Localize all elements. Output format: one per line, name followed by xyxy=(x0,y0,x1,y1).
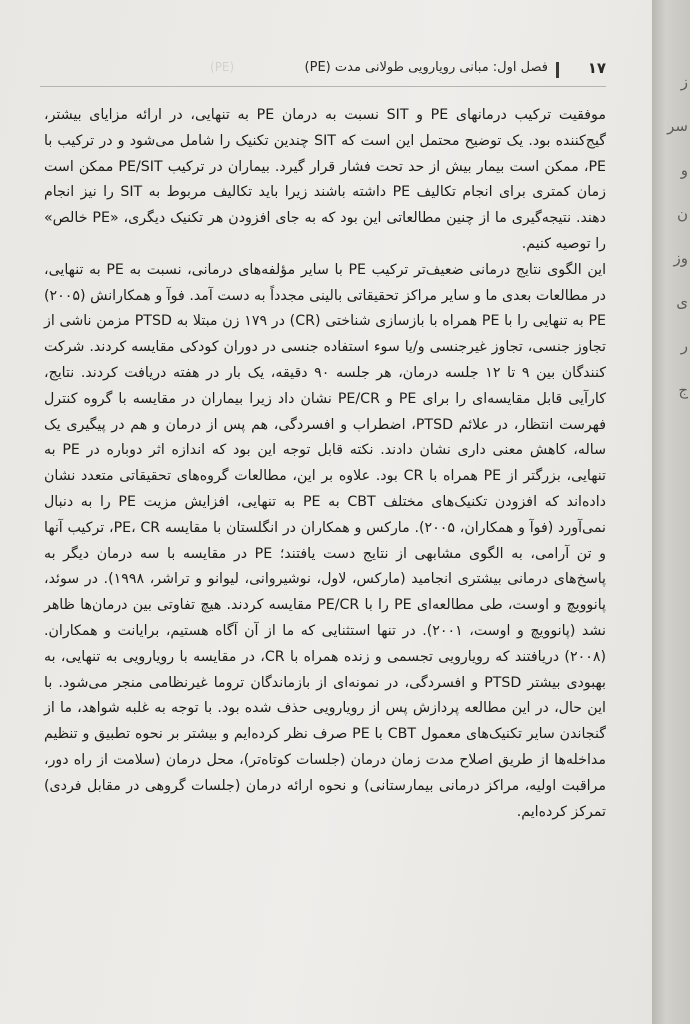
paragraph-2: این الگوی نتایج درمانی ضعیف‌تر ترکیب PE با سایر مؤلفه‌های درمانی، نسبت به PE به تنهایی، در مطالعات بعدی ما و سایر مراکز تحقیقاتی بالینی مجدداً به دست آمد. فوآ و همکارانش (۲۰۰۵) PE به تنهایی را با PE همراه با بازسازی شناختی (CR) در ۱۷۹ زن مبتلا به PTSD مزمن ناشی از تجاوز جنسی، تجاوز غیرجنسی و/یا سوء استفاده جنسی در دوران کودکی مقایسه کردند. شرکت کنندگان بین ۹ تا ۱۲ جلسه درمان، هر جلسه ۹۰ دقیقه، یک بار در هفته دریافت کردند. نتایج، کارآیی قابل مقایسه‌ای را برای PE و PE/CR نشان داد زیرا بیماران در مقایسه با گروه کنترل فهرست انتظار، در علائم PTSD، اضطراب و افسردگی، هم پس از درمان و هم در پیگیری یک ساله، کاهش معنی داری نشان دادند. نکته قابل توجه این بود که اندازه اثر دوباره در PE به تنهایی، بزرگتر از PE همراه با CR بود. علاوه بر این، مطالعات گروه‌های تحقیقاتی متعدد نشان داده‌اند که افزودن تکنیک‌های مختلف CBT به PE به تنهایی، افزایش مزیت PE را به دنبال نمی‌آورد (فوآ و همکاران، ۲۰۰۵). مارکس و همکاران در انگلستان با مقایسه PE، CR، ترکیب آنها و تن آرامی، به الگوی مشابهی از نتایج دست یافتند؛ PE در مقایسه با سه درمان دیگر به پاسخ‌های درمانی بیشتری انجامید (مارکس، لاول، نوشیروانی، لیوانو و تراشر، ۱۹۹۸). در سوئد، پانوویچ و اوست، طی مطالعه‌ای PE را با PE/CR مقایسه کردند. هیچ تفاوتی بین درمان‌ها ظاهر نشد (پانوویچ و اوست، ۲۰۰۱). در تنها استثنایی که ما از آن آگاه هستیم، برایانت و همکاران. (۲۰۰۸) دریافتند که رویارویی تجسمی و زنده همراه با CR، در مقایسه با رویارویی به تنهایی، به بهبودی بیشتر PTSD و افسردگی، در نمونه‌ای از بازماندگان تروما غیرنظامی منجر می‌شود. با این حال، در این مطالعه پردازش پس از رویارویی حذف شده بود. با توجه به غلبه شواهد، ما از گنجاندن سایر تکنیک‌های معمول CBT با PE صرف نظر کرده‌ایم و بیشتر بر نحوه تطبیق و تنظیم مداخله‌ها از طریق اصلاح مدت زمان درمان (جلسات کوتاه‌تر)، محل درمان (سلامت از راه دور، مراقبت اولیه، مراکز درمانی بیمارستانی) و نحوه ارائه درمان (جلسات گروهی در مقابل فردی) تمرکز کرده‌ایم. xyxy=(44,261,607,820)
page-header xyxy=(40,60,606,82)
facing-glyph: ن xyxy=(676,205,688,223)
facing-glyph: ی xyxy=(676,293,688,311)
facing-glyph: ر xyxy=(680,337,688,355)
header-rule xyxy=(40,86,606,87)
facing-glyph: سر xyxy=(667,117,688,135)
facing-page-edge xyxy=(652,0,690,1024)
running-title: فصل اول: مبانی رویارویی طولانی مدت (PE) xyxy=(304,60,548,75)
paragraph-1: موفقیت ترکیب درمانهای PE و SIT نسبت به درمان PE به تنهایی، در ارائه مزایای بیشتر، گیج‌کننده بود. یک توضیح محتمل این است که SIT چندین تکنیک را شامل می‌شود و در ترکیب با PE، ممکن است بیمار بیش از حد تحت فشار قرار گیرد. بیماران در ترکیب PE/SIT ممکن است زمان کمتری برای انجام تکالیف PE داشته باشند زیرا باید تکالیف مربوط به SIT را نیز انجام دهند. نتیجه‌گیری ما از چنین مطالعاتی این بود که به جای افزودن هر تکنیک دیگری، «PE خالص» را توصیه کنیم. xyxy=(44,107,606,252)
page-number: ۱۷ xyxy=(587,59,606,77)
facing-glyph: ز xyxy=(680,73,688,91)
header-divider-bar xyxy=(556,62,559,78)
facing-page-glyphs xyxy=(658,60,688,412)
facing-glyph: وز xyxy=(673,249,688,267)
show-through-text: (PE) xyxy=(210,60,235,74)
facing-glyph: و xyxy=(680,161,688,179)
body-text xyxy=(44,103,606,825)
facing-glyph: ج xyxy=(678,381,688,399)
